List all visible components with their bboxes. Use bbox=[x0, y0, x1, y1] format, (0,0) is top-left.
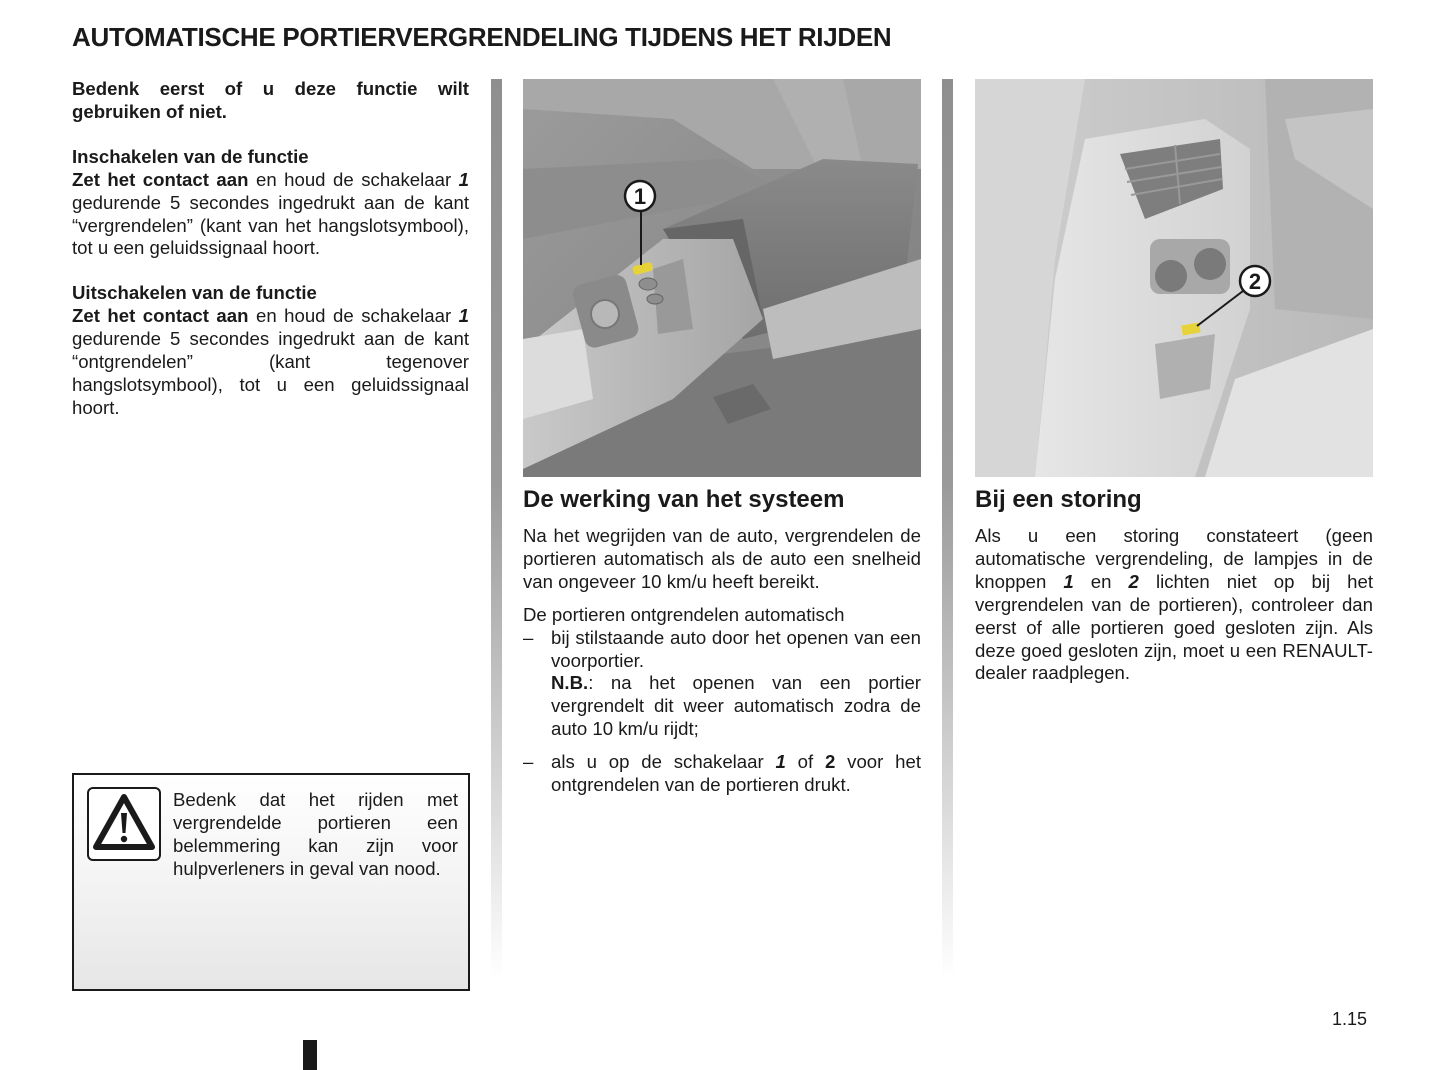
note-label: N.B. bbox=[551, 672, 589, 694]
disable-instructions bbox=[72, 305, 469, 420]
switch-ref-2: 2 bbox=[1128, 570, 1139, 592]
list-item bbox=[523, 751, 921, 797]
malfunction-text-1: Als u een storing constateert (geen automatische vergrendeling, de lampjes in de knoppen bbox=[975, 525, 1373, 592]
page-number: 1.15 bbox=[1332, 1009, 1368, 1029]
console-photo bbox=[523, 79, 921, 477]
list-item bbox=[523, 627, 921, 742]
disable-lead: Zet het contact aan bbox=[72, 305, 249, 327]
list-dash: – bbox=[523, 751, 534, 773]
rear-console-photo bbox=[975, 79, 1373, 477]
list-item-text: of bbox=[785, 751, 825, 773]
operation-paragraph: Na het wegrijden van de auto, vergrendelen de portieren automatisch als de auto een snelheid van ongeveer 10 km/u heeft bereikt. bbox=[523, 525, 921, 592]
list-item-text: bij stilstaande auto door het openen van een voorportier. bbox=[551, 626, 921, 671]
list-item-text: voor het ontgrendelen van de portieren drukt. bbox=[551, 751, 921, 796]
unlock-conditions-list bbox=[523, 627, 921, 797]
switch-ref-2: 2 bbox=[825, 751, 836, 773]
page-title: AUTOMATISCHE PORTIERVERGRENDELING TIJDENS HET RIJDEN bbox=[72, 22, 892, 52]
malfunction-text-3: lichten niet op bij het vergrendelen van de portieren), controleer dan eerst of alle portieren goed gesloten zijn. Als deze goed gesloten zijn, moet u een RENAULT-dealer raadplegen. bbox=[975, 570, 1374, 684]
unlock-intro: De portieren ontgrendelen automatisch bbox=[523, 603, 845, 625]
intro-text: Bedenk eerst of u deze functie wilt gebruiken of niet. bbox=[72, 78, 469, 122]
disable-text-1: en houd de schakelaar bbox=[248, 305, 459, 327]
column-divider bbox=[942, 79, 953, 979]
note-text: : na het openen van een portier vergrendelt dit weer automatisch zodra de auto 10 km/u rijdt; bbox=[551, 672, 921, 740]
warning-text: Bedenk dat het rijden met vergrendelde portieren een belemmering kan zijn voor hulpverleners in geval van nood. bbox=[173, 789, 458, 879]
switch-ref-1: 1 bbox=[458, 168, 469, 190]
callout-1: 1 bbox=[633, 184, 647, 209]
malfunction-paragraph bbox=[975, 525, 1373, 685]
enable-instructions bbox=[72, 169, 469, 261]
disable-heading: Uitschakelen van de functie bbox=[72, 282, 317, 304]
malfunction-text-2: en bbox=[1073, 570, 1129, 592]
switch-ref-1: 1 bbox=[458, 305, 469, 327]
warning-box bbox=[72, 773, 470, 991]
callout-2: 2 bbox=[1248, 269, 1262, 294]
middle-column bbox=[523, 479, 921, 797]
disable-text-2: gedurende 5 secondes ingedrukt aan de kant “ontgrendelen” (kant tegenover hangslotsymbool), tot u een geluidssignaal hoort. bbox=[72, 328, 469, 418]
left-column bbox=[72, 78, 469, 420]
section-thumb-marker bbox=[303, 1040, 317, 1070]
list-dash: – bbox=[523, 626, 534, 648]
column-divider bbox=[491, 79, 502, 979]
enable-heading: Inschakelen van de functie bbox=[72, 145, 309, 167]
list-item-text: als u op de schakelaar bbox=[551, 751, 776, 773]
enable-text-1: en houd de schakelaar bbox=[248, 168, 459, 190]
section-heading-malfunction: Bij een storing bbox=[975, 486, 1142, 513]
warning-triangle-icon bbox=[87, 787, 161, 861]
section-heading-operation: De werking van het systeem bbox=[523, 486, 845, 513]
switch-ref-1: 1 bbox=[775, 751, 786, 773]
enable-text-2: gedurende 5 secondes ingedrukt aan de kant “vergrendelen” (kant van het hangslotsymbool), tot u een geluidssignaal hoort. bbox=[72, 191, 469, 259]
right-column bbox=[975, 479, 1373, 685]
enable-lead: Zet het contact aan bbox=[72, 168, 249, 190]
switch-ref-1: 1 bbox=[1063, 570, 1074, 592]
